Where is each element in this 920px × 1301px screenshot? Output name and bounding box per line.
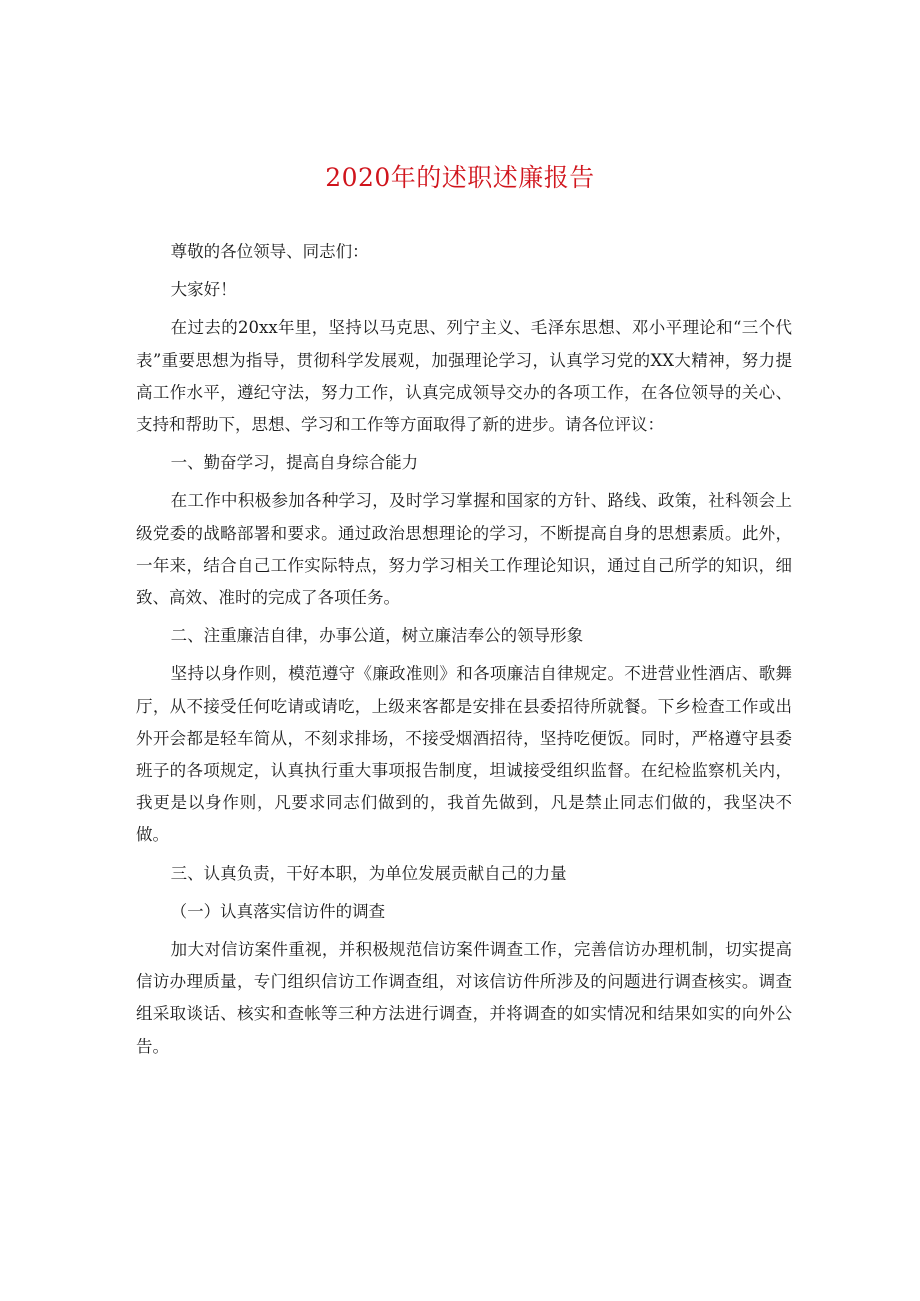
document-title: 2020年的述职述廉报告	[325, 163, 595, 192]
section-heading-2: 二、注重廉洁自律，办事公道，树立廉洁奉公的领导形象	[170, 626, 584, 646]
greeting: 大家好！	[170, 280, 237, 300]
section-paragraph-3: 加大对信访案件重视，并积极规范信访案件调查工作，完善信访办理机制，切实提高信访办理质量，专门组织信访工作调查组，对该信访件所涉及的问题进行调查核实。调查组采取谈话、核实和查帐等三种方法进行调查，并将调查的如实情况和结果如实的向外公告。	[136, 940, 792, 1056]
section-heading-1: 一、勤奋学习，提高自身综合能力	[170, 453, 419, 473]
document-body	[136, 236, 792, 1063]
section-paragraph-2: 坚持以身作则，模范遵守《廉政准则》和各项廉洁自律规定。不进营业性酒店、歌舞厅，从不接受任何吃请或请吃，上级来客都是安排在县委招待所就餐。下乡检查工作或出外开会都是轻车简从，不刻求排场，不接受烟酒招待，坚持吃便饭。同时，严格遵守县委班子的各项规定，认真执行重大事项报告制度，坦诚接受组织监督。在纪检监察机关内，我更是以身作则，凡要求同志们做到的，我首先做到，凡是禁止同志们做的，我坚决不做。	[136, 664, 792, 845]
section-heading-3: 三、认真负责，干好本职，为单位发展贡献自己的力量	[170, 863, 567, 883]
intro-paragraph: 在过去的20xx年里，坚持以马克思、列宁主义、毛泽东思想、邓小平理论和“三个代表”重要思想为指导，贯彻科学发展观，加强理论学习，认真学习党的XX大精神，努力提高工作水平，遵纪守法，努力工作，认真完成领导交办的各项工作，在各位领导的关心、支持和帮助下，思想、学习和工作等方面取得了新的进步。请各位评议：	[136, 318, 792, 435]
section-paragraph-1: 在工作中积极参加各种学习，及时学习掌握和国家的方针、路线、政策，社科领会上级党委的战略部署和要求。通过政治思想理论的学习，不断提高自身的思想素质。此外，一年来，结合自己工作实际特点，努力学习相关工作理论知识，通过自己所学的知识，细致、高效、准时的完成了各项任务。	[136, 491, 792, 608]
salutation: 尊敬的各位领导、同志们：	[170, 242, 369, 261]
section-subheading-3-1: （一）认真落实信访件的调查	[170, 901, 386, 921]
